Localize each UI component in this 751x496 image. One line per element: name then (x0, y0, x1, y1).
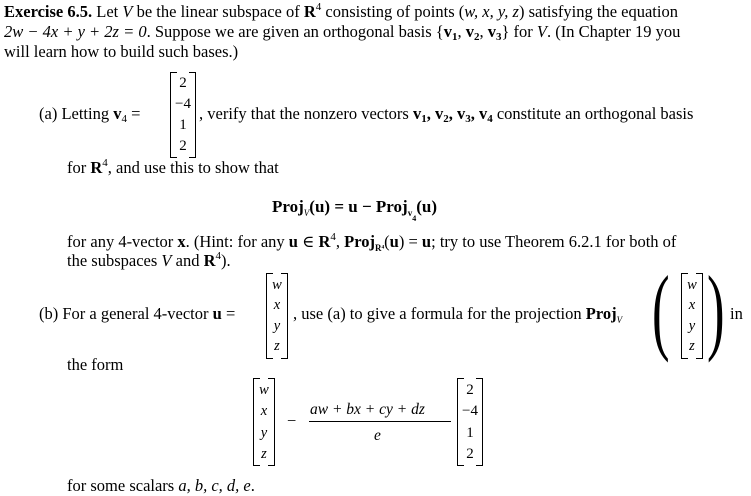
text: Let (96, 2, 123, 21)
point-variables: w, x, y, z (464, 2, 519, 21)
u-entry-4: z (274, 338, 280, 354)
entry-2: x (688, 297, 696, 313)
exercise-line-2: 2w − 4x + y + 2z = 0. Suppose we are given an orthogonal basis {v1, v2, v3} for V. (In Chapter 19 you (4, 22, 681, 43)
text: (a) Letting (39, 104, 114, 123)
exponent: 4 (102, 157, 108, 169)
equals: = (126, 104, 141, 123)
text: consisting of points ( (321, 2, 465, 21)
u-entry-1: w (272, 277, 282, 293)
form-vector (253, 378, 275, 466)
form-coeff-vector (457, 378, 483, 466)
exercise-line-3: will learn how to build such bases.) (4, 42, 239, 61)
coeff-entry-1: 2 (466, 382, 474, 398)
v4-entry-1: 2 (179, 75, 187, 91)
proj-subscript: R⁴ (374, 243, 385, 253)
coeff-entry-2: −4 (462, 403, 478, 419)
real-space: R (90, 158, 103, 177)
proj-operator: Proj (585, 304, 617, 323)
display-equation (272, 197, 437, 223)
text: . (Hint: for any (185, 232, 289, 251)
text: ) satisfying the equation (518, 2, 678, 21)
real-space: R (318, 232, 331, 251)
var-u: u (212, 304, 222, 323)
exponent: 4 (315, 1, 322, 13)
text: . Suppose we are given an orthogonal basis { (146, 22, 444, 41)
form-entry-2: x (260, 403, 268, 419)
fraction-bar (309, 421, 451, 422)
period: . (250, 476, 255, 495)
text: constitute an orthogonal basis (492, 104, 694, 123)
coeff-entry-4: 2 (466, 446, 474, 462)
subscript: 4 (121, 113, 127, 125)
proj-operator: Proj (375, 197, 408, 216)
text: for some scalars (67, 476, 179, 495)
var-V: V (122, 2, 133, 21)
entry-4: z (689, 338, 695, 354)
eq-middle: (u) = u − (309, 197, 376, 216)
proj-subscript: V (303, 208, 310, 218)
coeff-entry-3: 1 (466, 425, 474, 441)
exponent: 4 (330, 231, 336, 243)
part-a-line-2 (67, 157, 279, 177)
text: ∈ (297, 232, 319, 251)
part-a-line-1-rest (199, 106, 693, 123)
defining-equation: 2w − 4x + y + 2z = 0 (4, 22, 147, 41)
text: , and use this to show that (107, 158, 279, 177)
exponent: 4 (215, 250, 221, 262)
u-entry-2: x (273, 297, 281, 313)
text: , (335, 232, 345, 251)
real-space: R (203, 251, 216, 270)
hint-line-1 (67, 231, 677, 253)
u-entry-3: y (273, 318, 281, 334)
proj-operator: Proj (344, 232, 375, 251)
part-a-label (39, 106, 140, 123)
vector-list: v1, v2, v3, v4 (412, 104, 493, 125)
fraction-denominator: e (374, 427, 381, 444)
basis-v3: v3 (487, 22, 502, 43)
proj-subscript: V (616, 315, 623, 325)
right-paren: ) (707, 256, 725, 363)
var-x: x (177, 232, 186, 251)
hint-formula: (u) = u; try to use Theorem 6.2.1 for both of (384, 232, 677, 251)
text: be the linear subspace of (132, 2, 304, 21)
part-b-label (39, 306, 235, 323)
in-word: in (730, 304, 743, 323)
the-form: the form (67, 355, 124, 374)
form-entry-3: y (260, 425, 268, 441)
u-vector (266, 273, 288, 359)
text: , verify that the nonzero vectors (199, 104, 413, 123)
text: for any 4-vector (67, 232, 178, 251)
entry-3: y (688, 318, 696, 334)
text: for (67, 158, 91, 177)
text: . (In Chapter 19 you (546, 22, 681, 41)
minus-sign: − (287, 411, 297, 430)
text: } for (501, 22, 537, 41)
exercise-label: Exercise 6.5. (4, 2, 93, 21)
var-V: V (536, 22, 547, 41)
text: the subspaces (67, 251, 162, 270)
equals: = (221, 304, 236, 323)
proj-subscript-v4: v4 (407, 208, 417, 223)
v4-entry-2: −4 (175, 96, 191, 112)
text: ). (221, 251, 231, 270)
fraction-numerator: aw + bx + cy + dz (310, 401, 425, 418)
text: , use (a) to give a formula for the projection (293, 304, 586, 323)
exercise-line-1 (4, 1, 678, 21)
v4-name: v (113, 104, 122, 123)
part-b-line-1-rest (293, 306, 622, 323)
left-paren: ( (652, 256, 670, 363)
form-entry-4: z (261, 446, 267, 462)
v4-entry-3: 1 (179, 117, 187, 133)
var-u: u (288, 232, 298, 251)
scalar-list: a, b, c, d, e (178, 476, 251, 495)
closing-line (67, 478, 255, 495)
real-space: R (303, 2, 316, 21)
proj-operator: Proj (272, 197, 304, 216)
form-entry-1: w (259, 382, 269, 398)
hint-line-2 (67, 250, 231, 270)
proj-input-vector (681, 273, 703, 359)
text: (b) For a general 4-vector (39, 304, 213, 323)
entry-1: w (687, 277, 697, 293)
basis-v1: v1 (443, 22, 458, 43)
eq-end: (u) (416, 197, 437, 216)
v4-vector (170, 72, 196, 158)
text: and (171, 251, 204, 270)
var-V: V (161, 251, 172, 270)
basis-v2: v2 (465, 22, 480, 43)
v4-entry-4: 2 (179, 138, 187, 154)
